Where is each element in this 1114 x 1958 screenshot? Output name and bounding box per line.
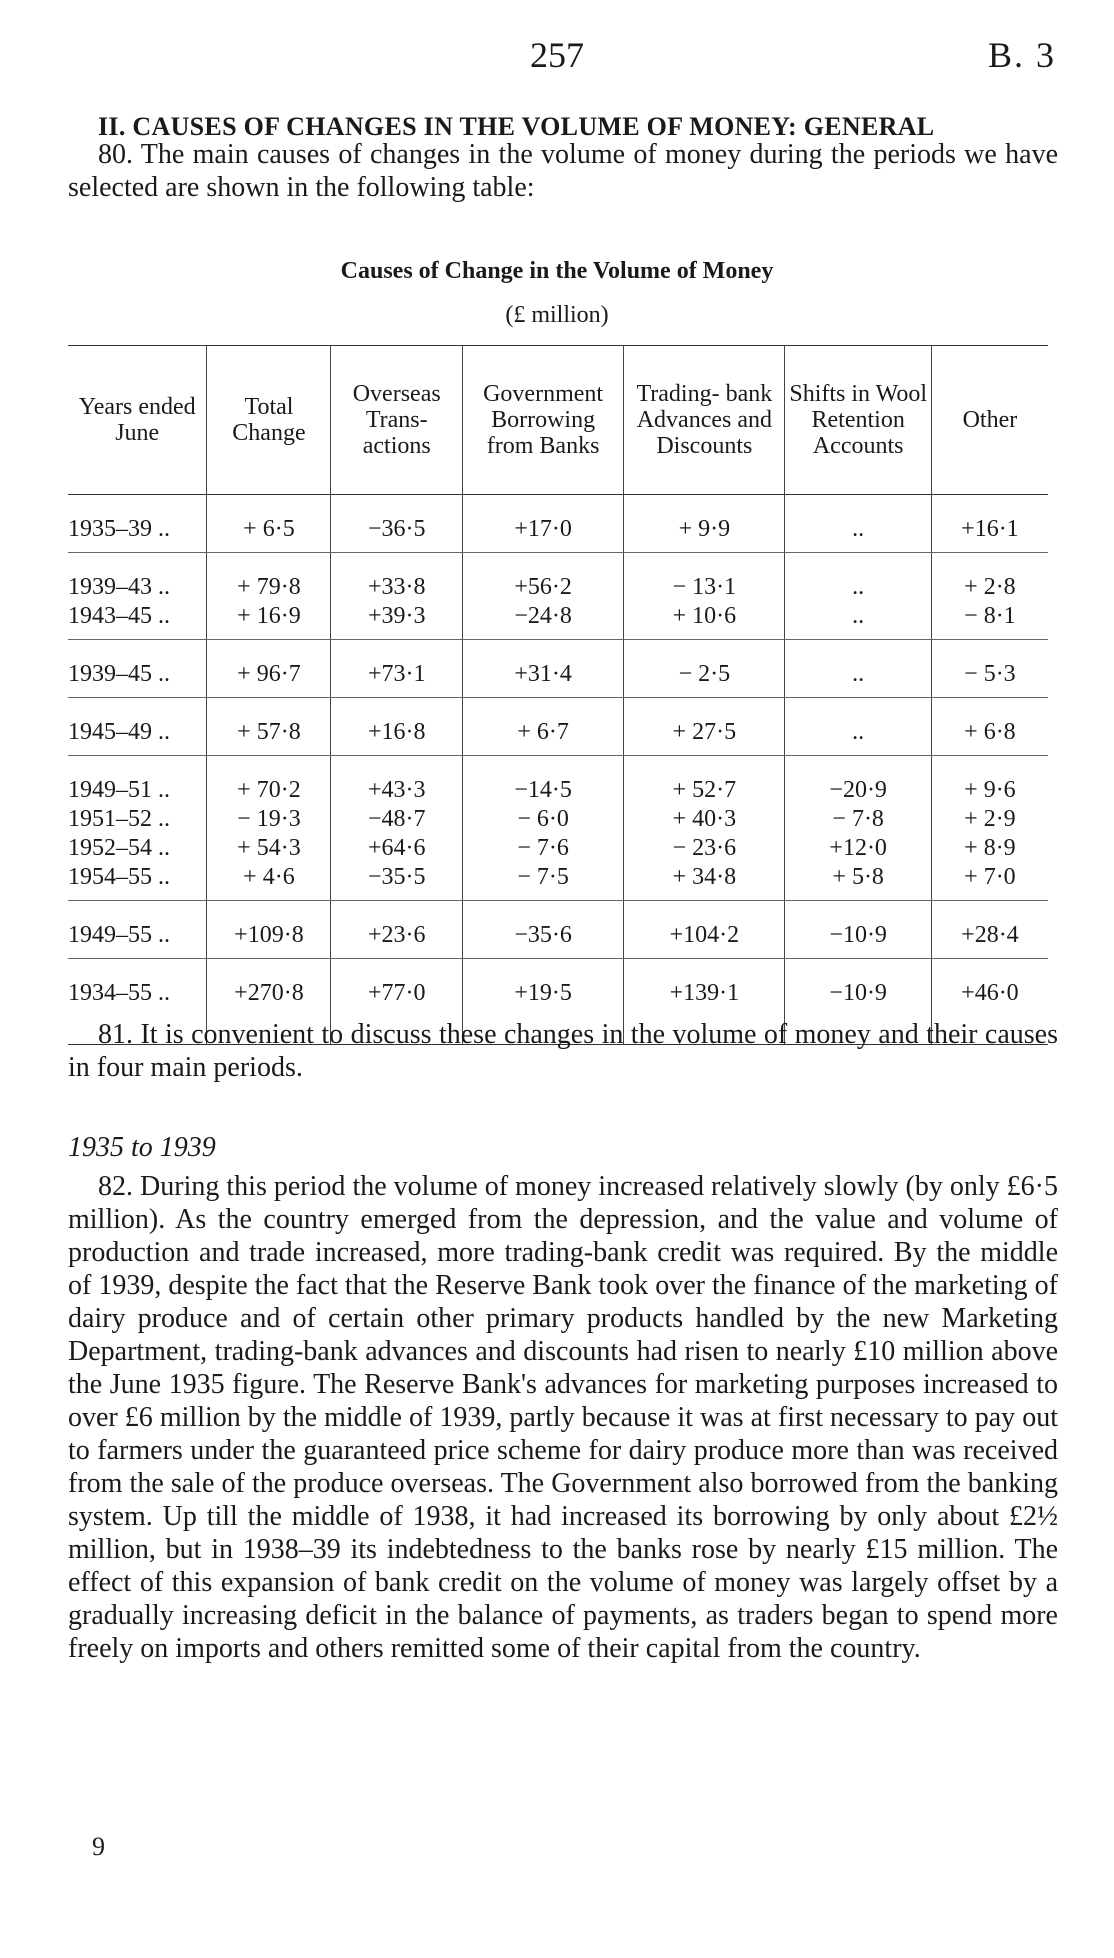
table-header-cell: Shifts in Wool Retention Accounts xyxy=(785,346,931,495)
cell-value: .. xyxy=(852,574,865,600)
paragraph-80: 80. The main causes of changes in the volume of money during the periods we have selected are shown in the following table: xyxy=(68,139,1058,203)
table-cell-total xyxy=(207,553,331,640)
cell-value: −10·9 xyxy=(829,980,887,1006)
table-cell-other xyxy=(931,901,1048,959)
table-cell-wool xyxy=(785,640,931,698)
table-cell-years xyxy=(68,495,207,553)
cell-value: +39·3 xyxy=(367,603,426,629)
cell-value: +64·6 xyxy=(367,835,426,861)
cell-value: +33·8 xyxy=(367,574,426,600)
cell-value: −10·9 xyxy=(829,922,887,948)
cell-value: + 5·8 xyxy=(832,864,884,890)
cell-value: + 54·3 xyxy=(237,835,301,861)
table-cell-other xyxy=(931,640,1048,698)
table-header-row xyxy=(68,346,1048,495)
table-cell-total xyxy=(207,901,331,959)
table-cell-overseas xyxy=(331,901,462,959)
table-header-cell: Years ended June xyxy=(78,394,196,446)
table-title-text: Causes of Change in the Volume of Money xyxy=(340,258,774,284)
table-cell-wool xyxy=(785,553,931,640)
table-row xyxy=(68,698,1048,756)
table-unit: (£ million) xyxy=(505,302,609,328)
cell-value: − 7·8 xyxy=(832,806,884,832)
cell-value: + 27·5 xyxy=(672,719,737,745)
cell-value: +46·0 xyxy=(961,980,1019,1006)
table-cell-gov xyxy=(462,640,623,698)
table-row xyxy=(68,756,1048,901)
cell-value: − 19·3 xyxy=(237,806,301,832)
table-cell-years xyxy=(68,640,207,698)
cell-value: +139·1 xyxy=(669,980,740,1006)
cell-value: + 2·8 xyxy=(964,574,1016,600)
cell-value: + 10·6 xyxy=(672,603,737,629)
cell-value: +77·0 xyxy=(367,980,426,1006)
table-cell-overseas xyxy=(331,698,462,756)
table-cell-other xyxy=(931,698,1048,756)
table-cell-trading xyxy=(624,756,785,901)
cell-value: 1939–45 .. xyxy=(68,661,170,687)
cell-value: − 8·1 xyxy=(964,603,1016,629)
table-cell-overseas xyxy=(331,495,462,553)
cell-value: +17·0 xyxy=(514,516,572,542)
cell-value: + 7·0 xyxy=(964,864,1016,890)
cell-value: +104·2 xyxy=(669,922,740,948)
table-header-cell: Other xyxy=(931,346,1048,495)
cell-value: + 2·9 xyxy=(964,806,1016,832)
table-row xyxy=(68,640,1048,698)
table-cell-wool xyxy=(785,756,931,901)
table-title xyxy=(0,258,1114,285)
table-cell-years xyxy=(68,756,207,901)
cell-value: 1935–39 .. xyxy=(68,516,170,542)
cell-value: +43·3 xyxy=(367,777,426,803)
table-cell-overseas xyxy=(331,640,462,698)
cell-value: −35·6 xyxy=(514,922,572,948)
table-row xyxy=(68,901,1048,959)
cell-value: + 79·8 xyxy=(237,574,301,600)
table-cell-trading xyxy=(624,698,785,756)
table-cell-trading xyxy=(624,553,785,640)
cell-value: + 9·6 xyxy=(964,777,1016,803)
cell-value: + 96·7 xyxy=(237,661,301,687)
cell-value: 1954–55 .. xyxy=(68,864,170,890)
subheading-1935-to-1939: 1935 to 1939 xyxy=(68,1132,216,1163)
table-row xyxy=(68,553,1048,640)
cell-value: +31·4 xyxy=(514,661,572,687)
cell-value: .. xyxy=(852,719,865,745)
cell-value: +16·1 xyxy=(961,516,1019,542)
cell-value: .. xyxy=(852,661,865,687)
cell-value: .. xyxy=(852,516,865,542)
cell-value: 1949–51 .. xyxy=(68,777,170,803)
cell-value: −14·5 xyxy=(514,777,572,803)
table-header-cell: Overseas Trans- actions xyxy=(331,346,462,495)
cell-value: − 7·5 xyxy=(517,864,569,890)
cell-value: 1943–45 .. xyxy=(68,603,170,629)
cell-value: 1949–55 .. xyxy=(68,922,170,948)
cell-value: +19·5 xyxy=(514,980,572,1006)
cell-value: 1952–54 .. xyxy=(68,835,170,861)
cell-value: −48·7 xyxy=(367,806,426,832)
cell-value: 1939–43 .. xyxy=(68,574,170,600)
cell-value: −20·9 xyxy=(829,777,887,803)
document-reference: B. 3 xyxy=(987,35,1056,75)
table-cell-total xyxy=(207,640,331,698)
cell-value: + 8·9 xyxy=(964,835,1016,861)
paragraph-82: 82. During this period the volume of money increased relatively slowly (by only £6·5 million). As the country emerged from the depression, and the value and volume of production and trade increased, more trading-bank credit was required. By the middle of 1939, despite the fact that the Reserve Bank took over the finance of the marketing of dairy produce and of certain other primary products handled by the new Marketing Department, trading-bank advances and discounts had risen to nearly £10 million above the June 1935 figure. The Reserve Bank's advances for marketing purposes increased to over £6 million by the middle of 1939, partly because it was at first necessary to pay out to farmers under the guaranteed price scheme for dairy produce more than was received from the sale of the produce overseas. The Government also borrowed from the banking system. Up till the middle of 1938, it had increased its borrowing by only about £2½ million, but in 1938–39 its indebtedness to the banks rose by nearly £15 million. The effect of this expansion of bank credit on the volume of money was largely offset by a gradually increasing deficit in the balance of payments, as traders began to spend more freely on imports and others remitted some of their capital from the country. xyxy=(68,1171,1058,1664)
cell-value: +16·8 xyxy=(367,719,426,745)
cell-value: + 6·7 xyxy=(517,719,569,745)
causes-of-change-table xyxy=(68,345,1048,1045)
table-cell-trading xyxy=(624,495,785,553)
table-cell-gov xyxy=(462,901,623,959)
cell-value: + 16·9 xyxy=(237,603,301,629)
cell-value: + 34·8 xyxy=(672,864,737,890)
cell-value: + 57·8 xyxy=(237,719,301,745)
cell-value: +109·8 xyxy=(234,922,304,948)
table-cell-trading xyxy=(624,640,785,698)
cell-value: + 40·3 xyxy=(672,806,737,832)
cell-value: + 70·2 xyxy=(237,777,301,803)
table-cell-other xyxy=(931,553,1048,640)
table-cell-wool xyxy=(785,901,931,959)
cell-value: −36·5 xyxy=(367,516,426,542)
table-cell-other xyxy=(931,495,1048,553)
table-cell-years xyxy=(68,553,207,640)
cell-value: 1945–49 .. xyxy=(68,719,170,745)
table-cell-trading xyxy=(624,901,785,959)
cell-value: −35·5 xyxy=(367,864,426,890)
cell-value: + 9·9 xyxy=(678,516,731,542)
cell-value: + 52·7 xyxy=(672,777,737,803)
cell-value: +23·6 xyxy=(367,922,426,948)
cell-value: .. xyxy=(852,603,865,629)
table-header-cell: Government Borrowing from Banks xyxy=(462,346,623,495)
table-cell-wool xyxy=(785,495,931,553)
table-cell-gov xyxy=(462,495,623,553)
table-cell-total xyxy=(207,495,331,553)
cell-value: − 6·0 xyxy=(517,806,569,832)
footer-number: 9 xyxy=(92,1832,105,1861)
table-cell-gov xyxy=(462,698,623,756)
cell-value: − 2·5 xyxy=(678,661,731,687)
cell-value: −24·8 xyxy=(514,603,572,629)
cell-value: + 6·5 xyxy=(243,516,295,542)
cell-value: 1934–55 .. xyxy=(68,980,170,1006)
cell-value: − 5·3 xyxy=(964,661,1016,687)
table-cell-gov xyxy=(462,756,623,901)
table-header-cell: Trading- bank Advances and Discounts xyxy=(624,346,785,495)
table-cell-overseas xyxy=(331,553,462,640)
table-cell-gov xyxy=(462,553,623,640)
cell-value: +28·4 xyxy=(961,922,1019,948)
page-number: 257 xyxy=(530,35,584,75)
table-cell-wool xyxy=(785,698,931,756)
cell-value: − 7·6 xyxy=(517,835,569,861)
table-cell-years xyxy=(68,698,207,756)
cell-value: − 13·1 xyxy=(672,574,737,600)
table-row xyxy=(68,495,1048,553)
cell-value: + 6·8 xyxy=(964,719,1016,745)
cell-value: + 4·6 xyxy=(243,864,295,890)
table-header-cell: Total Change xyxy=(207,346,331,495)
table-cell-overseas xyxy=(331,756,462,901)
table-cell-total xyxy=(207,698,331,756)
cell-value: +12·0 xyxy=(829,835,887,861)
cell-value: +73·1 xyxy=(367,661,426,687)
table-cell-total xyxy=(207,756,331,901)
paragraph-81: 81. It is convenient to discuss these changes in the volume of money and their causes in four main periods. xyxy=(68,1019,1058,1083)
table-cell-other xyxy=(931,756,1048,901)
cell-value: +56·2 xyxy=(514,574,572,600)
table-cell-years xyxy=(68,901,207,959)
section-heading: II. CAUSES OF CHANGES IN THE VOLUME OF MONEY: GENERAL xyxy=(98,112,935,141)
cell-value: +270·8 xyxy=(234,980,304,1006)
cell-value: 1951–52 .. xyxy=(68,806,170,832)
cell-value: − 23·6 xyxy=(672,835,737,861)
